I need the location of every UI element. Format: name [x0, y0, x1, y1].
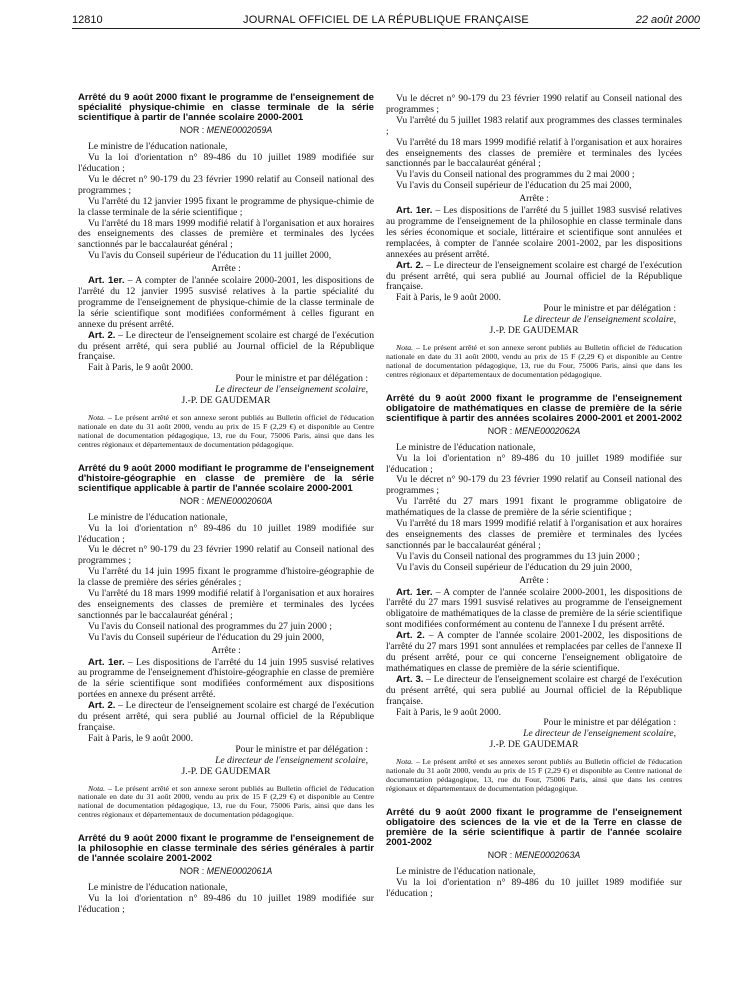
page-number: 12810	[72, 14, 103, 26]
article-label: Art. 2.	[88, 329, 116, 341]
journal-title: JOURNAL OFFICIEL DE LA RÉPUBLIQUE FRANÇAISE	[243, 14, 529, 26]
publication-note	[78, 785, 374, 821]
visa-paragraph: Le ministre de l'éducation nationale,	[88, 511, 228, 523]
nor-reference	[78, 496, 374, 507]
visa-paragraph: Vu la loi d'orientation n° 89-486 du 10 juillet 1989 modifiée sur l'éducation ;	[78, 522, 374, 545]
signature-title: Le directeur de l'enseignement scolaire,	[215, 754, 368, 766]
visa-paragraph: Vu le décret n° 90-179 du 23 février 1990 relatif au Conseil national des programmes ;	[78, 544, 374, 567]
note-text: – Le présent arrêté et ses annexes seront publiés au Bulletin officiel de l'éducation nationale du 31 août 2000, vendu au prix de 15 F (2,29 €) et disponible au Centre national de documentation pédagogique, 13, rue du Four, 75006 Paris, ainsi que dans les centres régionaux et départementaux de documentation pédagogique.	[386, 757, 682, 793]
signature-delegation: Pour le ministre et par délégation :	[543, 717, 676, 729]
article-paragraph	[78, 331, 374, 364]
decree-title: Arrêté du 9 août 2000 fixant le programme de l'enseignement obligatoire des sciences de la vie et de la Terre en classe de première de la série scientifique à partir de l'année scolaire 2001-2002	[386, 806, 682, 849]
visa-paragraph: Vu la loi d'orientation n° 89-486 du 10 juillet 1989 modifiée sur l'éducation ;	[386, 876, 682, 899]
visa-paragraph: Vu le décret n° 90-179 du 23 février 1990 relatif au Conseil national des programmes ;	[386, 93, 682, 115]
signature-delegation: Pour le ministre et par délégation :	[543, 303, 676, 315]
decree-section	[78, 464, 374, 821]
visa-paragraph: Vu l'arrêté du 18 mars 1999 modifié relatif à l'organisation et aux horaires des enseignements des classes de première et terminales des lycées sanctionnés par le baccalauréat général ;	[386, 136, 682, 170]
visa-paragraph: Vu le décret n° 90-179 du 23 février 1990 relatif au Conseil national des programmes ;	[78, 173, 374, 196]
decree-section	[386, 94, 682, 380]
nor-code: MENE0002061A	[206, 866, 273, 877]
article-text: – Le directeur de l'enseignement scolaire est chargé de l'exécution du présent arrêté, qui sera publié au Journal officiel de la République française.	[78, 700, 374, 733]
article-paragraph	[386, 588, 682, 632]
signature-name: J.-P. DE GAUDEMAR	[181, 765, 271, 777]
nor-label: NOR :	[179, 866, 207, 877]
article-text: – A compter de l'année scolaire 2001-2002, les dispositions de l'arrêté du 27 mars 1991 sont annulées et remplacées par celles de l'annexe II du présent arrêté, pour ce qui concerne l'enseignement obligatoire de mathématiques en classe de première de la série scientifique.	[386, 630, 682, 674]
decree-section	[78, 93, 374, 450]
article-text: – Le directeur de l'enseignement scolaire est chargé de l'exécution du présent arrêté, qui sera publié au Journal officiel de la République française.	[386, 673, 682, 707]
signature-name: J.-P. DE GAUDEMAR	[181, 395, 271, 407]
decree-title: Arrêté du 9 août 2000 fixant le programme de l'enseignement de la philosophie en classe terminale des séries générales à partir de l'année scolaire 2001-2002	[78, 833, 374, 865]
article-label: Art. 1er.	[88, 656, 125, 668]
article-paragraph	[78, 276, 374, 331]
article-label: Art. 2.	[88, 700, 116, 712]
article-label: Art. 1er.	[396, 205, 433, 217]
arrete-heading: Arrête :	[519, 193, 549, 205]
article-text: – Les dispositions de l'arrêté du 5 juillet 1983 susvisé relatives au programme de l'enseignement de la philosophie en classe terminale dans les séries économique et sociale, littéraire et scientifique sont annulées et remplacées, à compter de l'année scolaire 2001-2002, par les dispositions annexées au présent arrêté.	[386, 205, 682, 260]
article-text: – Le directeur de l'enseignement scolaire est chargé de l'exécution du présent arrêté, qui sera publié au Journal officiel de la République française.	[386, 259, 682, 293]
visa-paragraph: Vu l'arrêté du 14 juin 1995 fixant le programme d'histoire-géographie de la classe de première des séries générales ;	[78, 566, 374, 589]
article-label: Art. 2.	[396, 259, 424, 271]
publication-note	[386, 758, 682, 794]
visa-paragraph: Vu l'avis du Conseil supérieur de l'éducation du 29 juin 2000,	[396, 561, 633, 573]
nor-code: MENE0002062A	[514, 425, 581, 436]
visa-paragraph: Vu la loi d'orientation n° 89-486 du 10 juillet 1989 modifiée sur l'éducation ;	[386, 452, 682, 475]
page-header	[72, 10, 700, 28]
note-label: Nota.	[88, 783, 106, 793]
signature-name: J.-P. DE GAUDEMAR	[489, 325, 579, 337]
article-label: Art. 1er.	[88, 275, 125, 287]
visa-paragraph: Vu l'avis du Conseil national des programmes du 2 mai 2000 ;	[396, 169, 635, 181]
note-label: Nota.	[396, 342, 414, 352]
nor-reference	[78, 866, 374, 877]
signature-place-date: Fait à Paris, le 9 août 2000.	[88, 732, 193, 744]
note-label: Nota.	[88, 412, 106, 422]
publication-note	[78, 414, 374, 450]
article-paragraph	[386, 261, 682, 294]
nor-label: NOR :	[487, 425, 515, 436]
visa-paragraph: Vu la loi d'orientation n° 89-486 du 10 juillet 1989 modifiée sur l'éducation ;	[78, 893, 374, 916]
article-text: – A compter de l'année scolaire 2000-2001, les dispositions de l'arrêté du 12 janvier 1995 susvisé relatives à la partie spécialité du programme de l'enseignement de physique-chimie de la classe terminale de la série scientifique sont modifiées conformément à celles figurant en annexe du présent arrêté.	[78, 275, 374, 330]
visa-paragraph: Vu le décret n° 90-179 du 23 février 1990 relatif au Conseil national des programmes ;	[386, 474, 682, 497]
visa-paragraph: Vu la loi d'orientation n° 89-486 du 10 juillet 1989 modifiée sur l'éducation ;	[78, 152, 374, 174]
article-text: – Les dispositions de l'arrêté du 14 juin 1995 susvisé relatives au programme de l'enseignement d'histoire-géographie en classe de première de la série scientifique sont modifiées conformément aux dispositions portées en annexe du présent arrêté.	[78, 656, 375, 701]
signature-name: J.-P. DE GAUDEMAR	[489, 739, 579, 751]
nor-label: NOR :	[179, 495, 207, 506]
note-text: – Le présent arrêté et son annexe seront publiés au Bulletin officiel de l'éducation nationale en date du 31 août 2000, vendu au prix de 15 F (2,29 €) et disponible au Centre national de documentation pédagogique, 13, rue du Four, 75006 Paris, ainsi que dans les centres régionaux et départementaux de documentation pédagogique.	[78, 783, 374, 820]
signature-place-date: Fait à Paris, le 9 août 2000.	[396, 292, 501, 304]
signature-title: Le directeur de l'enseignement scolaire,	[215, 384, 368, 396]
nor-label: NOR :	[487, 850, 515, 861]
article-label: Art. 1er.	[396, 586, 433, 598]
visa-paragraph: Vu l'avis du Conseil supérieur de l'éducation du 11 juillet 2000,	[88, 250, 332, 262]
signature-place-date: Fait à Paris, le 9 août 2000.	[396, 706, 501, 718]
nor-code: MENE0002063A	[514, 850, 581, 861]
nor-code: MENE0002060A	[206, 495, 273, 506]
visa-paragraph: Vu l'arrêté du 5 juillet 1983 relatif aux programmes des classes terminales ;	[386, 114, 682, 137]
visa-paragraph: Le ministre de l'éducation nationale,	[396, 866, 536, 878]
visa-paragraph: Le ministre de l'éducation nationale,	[396, 441, 536, 453]
visa-paragraph: Vu l'arrêté du 12 janvier 1995 fixant le programme de physique-chimie de la classe terminale de la série scientifique ;	[78, 195, 374, 218]
note-label: Nota.	[396, 757, 414, 767]
note-text: – Le présent arrêté et son annexe seront publiés au Bulletin officiel de l'éducation nationale en date du 31 août 2000, vendu au prix de 15 F (2,29 €) et disponible au Centre national de documentation pédagogique, 13, rue du Four, 75006 Paris, ainsi que dans les centres régionaux et départementaux de documentation pédagogique.	[78, 412, 374, 449]
article-paragraph	[386, 675, 682, 708]
decree-section	[78, 834, 374, 916]
decree-title: Arrêté du 9 août 2000 fixant le programme de l'enseignement de spécialité physique-chimie en classe terminale de la série scientifique à partir de l'année scolaire 2000-2001	[78, 92, 374, 124]
arrete-heading: Arrête :	[211, 263, 241, 275]
nor-reference	[386, 850, 682, 861]
signature-place-date: Fait à Paris, le 9 août 2000.	[88, 362, 193, 374]
left-column	[78, 93, 374, 916]
right-column	[386, 94, 682, 900]
nor-label: NOR :	[179, 125, 207, 136]
visa-paragraph: Vu l'arrêté du 27 mars 1991 fixant le programme obligatoire de mathématiques de la classe de première de la série scientifique ;	[386, 496, 682, 519]
arrete-heading: Arrête :	[519, 574, 549, 586]
visa-paragraph: Le ministre de l'éducation nationale,	[88, 141, 228, 153]
visa-paragraph: Vu l'avis du Conseil supérieur de l'éducation du 29 juin 2000,	[88, 631, 325, 643]
visa-paragraph: Vu l'arrêté du 18 mars 1999 modifié relatif à l'organisation et aux horaires des enseignements des classes de première et terminales des lycées sanctionnés par le baccalauréat général ;	[386, 518, 682, 551]
visa-paragraph: Vu l'avis du Conseil supérieur de l'éducation du 25 mai 2000,	[396, 180, 632, 192]
article-label: Art. 3.	[396, 673, 424, 685]
visa-paragraph: Vu l'avis du Conseil national des programmes du 27 juin 2000 ;	[88, 620, 332, 632]
header-rule	[72, 28, 700, 29]
article-paragraph	[78, 658, 374, 702]
article-paragraph	[386, 631, 682, 675]
decree-title: Arrêté du 9 août 2000 fixant le programme de l'enseignement obligatoire de mathématiques en classe de première de la série scientifique à partir des années scolaires 2000-2001 et 2001-2002	[386, 392, 682, 424]
article-text: – Le directeur de l'enseignement scolaire est chargé de l'exécution du présent arrêté, qui sera publié au Journal officiel de la République française.	[78, 329, 374, 363]
arrete-heading: Arrête :	[211, 644, 241, 656]
visa-paragraph: Le ministre de l'éducation nationale,	[88, 882, 228, 894]
nor-reference	[78, 125, 374, 136]
publication-note	[386, 344, 682, 380]
article-paragraph	[78, 701, 374, 734]
note-text: – Le présent arrêté et son annexe seront publiés au Bulletin officiel de l'éducation nationale en date du 31 août 2000, vendu au prix de 15 F (2,29 €) et disponible au Centre national de documentation pédagogique, 13, rue du Four, 75006 Paris, ainsi que dans les centres régionaux et départementaux de documentation pédagogique.	[386, 342, 682, 379]
nor-code: MENE0002059A	[206, 125, 273, 136]
visa-paragraph: Vu l'arrêté du 18 mars 1999 modifié relatif à l'organisation et aux horaires des enseignements des classes de première et terminales des lycées sanctionnés par le baccalauréat général ;	[78, 217, 374, 251]
visa-paragraph: Vu l'arrêté du 18 mars 1999 modifié relatif à l'organisation et aux horaires des enseignements des classes de première et terminales des lycées sanctionnés par le baccalauréat général ;	[78, 588, 374, 621]
signature-delegation: Pour le ministre et par délégation :	[235, 743, 368, 755]
decree-title: Arrêté du 9 août 2000 modifiant le programme de l'enseignement d'histoire-géographie en classe de première de la série scientifique applicable à partir de l'année scolaire 2000-2001	[78, 462, 374, 494]
signature-title: Le directeur de l'enseignement scolaire,	[523, 728, 676, 740]
article-text: – A compter de l'année scolaire 2000-2001, les dispositions de l'arrêté du 27 mars 1991 susvisé relatives au programme de l'enseignement obligatoire de mathématiques de la classe de première de la série scientifique sont modifiées conformément au contenu de l'annexe I du présent arrêté.	[386, 586, 682, 631]
decree-section	[386, 808, 682, 900]
signature-delegation: Pour le ministre et par délégation :	[235, 373, 368, 385]
nor-reference	[386, 426, 682, 437]
visa-paragraph: Vu l'avis du Conseil national des programmes du 13 juin 2000 ;	[396, 550, 640, 562]
signature-title: Le directeur de l'enseignement scolaire,	[523, 314, 676, 326]
issue-date: 22 août 2000	[635, 14, 700, 26]
article-paragraph	[386, 206, 682, 261]
decree-section	[386, 394, 682, 794]
article-label: Art. 2.	[396, 630, 425, 642]
